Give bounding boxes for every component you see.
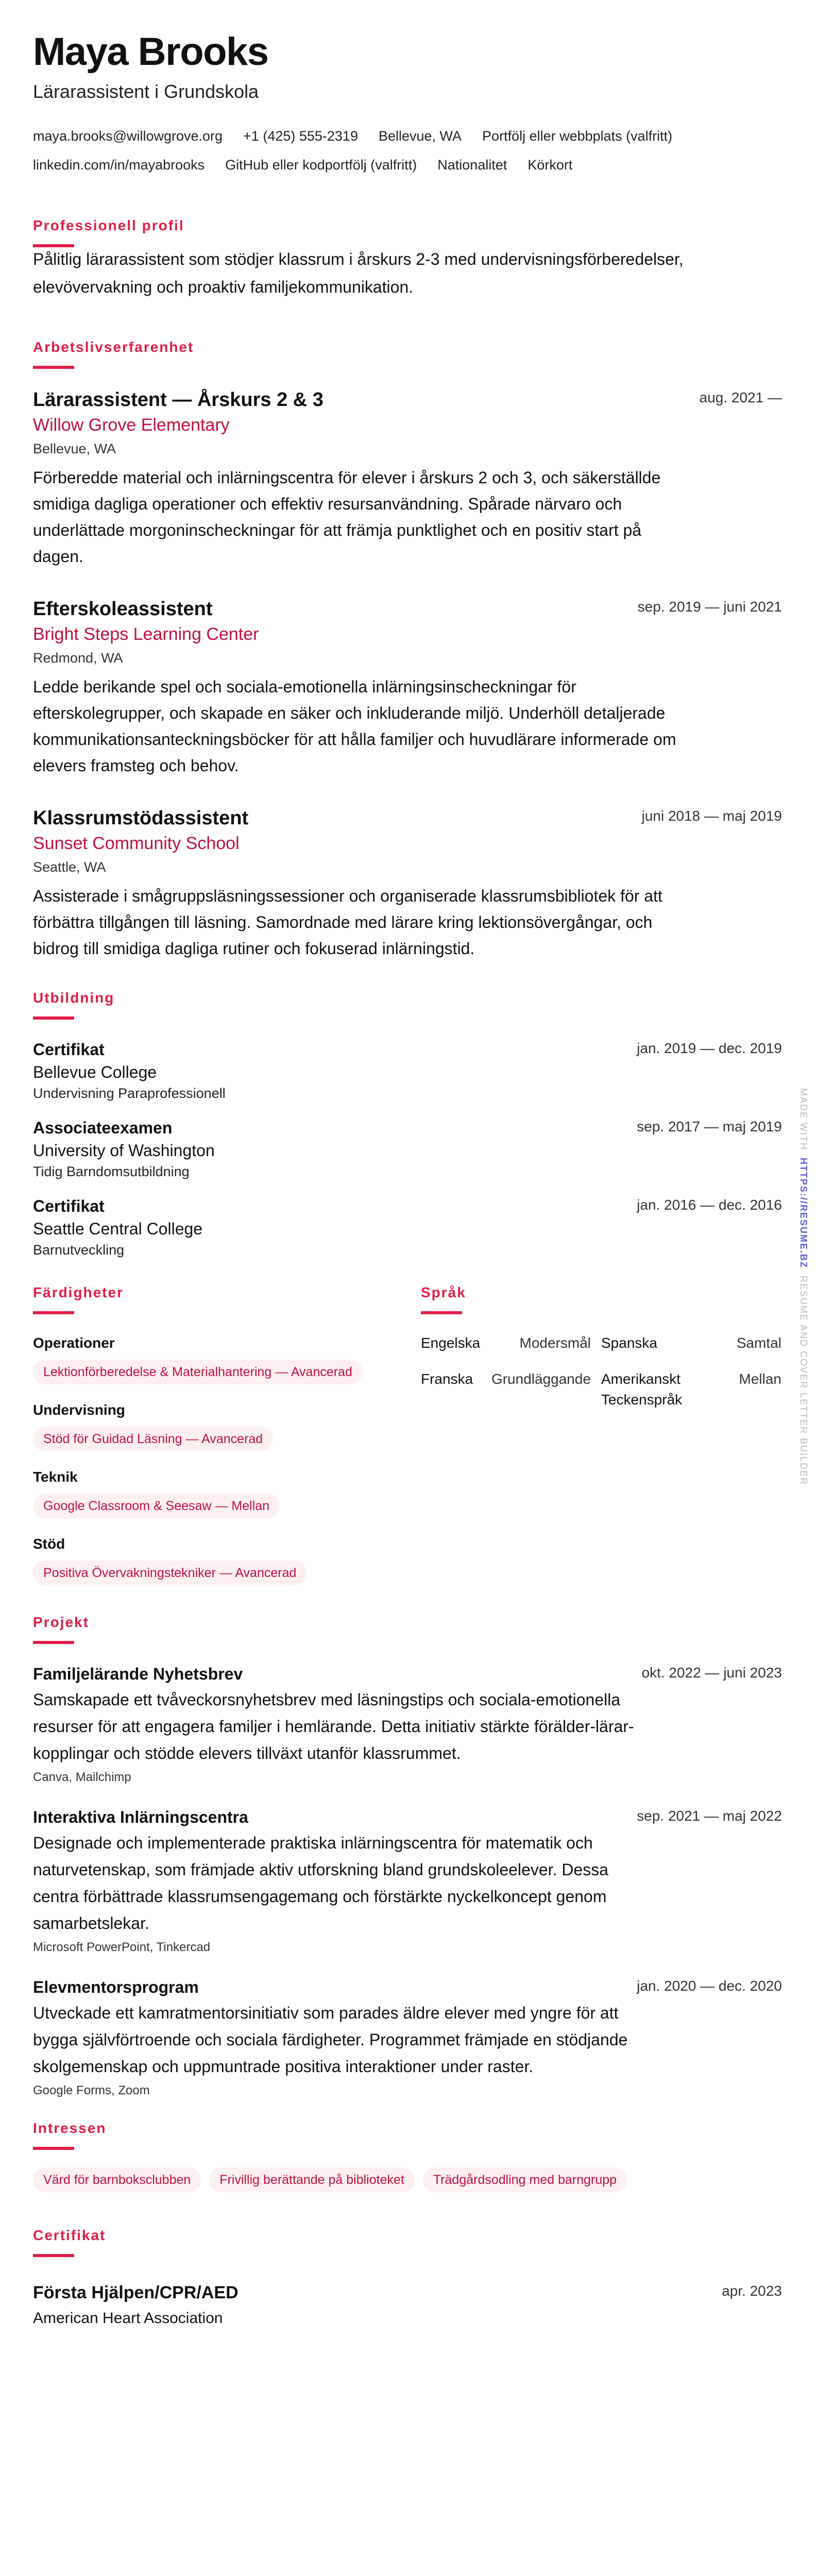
project-header: [33, 1806, 782, 1828]
certificate-issuer: American Heart Association: [33, 2310, 223, 2327]
experience-section: [33, 338, 782, 962]
certificates-list: [33, 2281, 782, 2329]
job-description: Ledde berikande spel och sociala-emotionella inlärningsinscheckningar för efterskolegrupper, och skapade en säker och inkluderande miljö. Underhöll detaljerade kommunikationsanteckningsböcker för att hålla familjer och huvudlärare informerade om elevers framsteg och behov.: [33, 677, 676, 775]
project-entry: [33, 1976, 782, 2100]
education-date: sep. 2017 — maj 2019: [637, 1118, 782, 1134]
job-date: aug. 2021 —: [699, 389, 782, 405]
language-item: [421, 1369, 591, 1410]
field-of-study: Barnutveckling: [33, 1242, 125, 1258]
skill-chip: Stöd för Guidad Läsning — Avancerad: [33, 1427, 273, 1451]
skill-chip-row: [33, 1420, 421, 1467]
project-header: [33, 1663, 782, 1685]
languages-list: [421, 1333, 781, 1410]
education-date: jan. 2016 — dec. 2016: [637, 1197, 782, 1213]
language-item: [601, 1333, 781, 1353]
project-date: jan. 2020 — dec. 2020: [637, 1978, 782, 1994]
school: Seattle Central College: [33, 1219, 203, 1238]
watermark-suffix: RESUME AND COVER LETTER BUILDER: [798, 1276, 809, 1486]
section-underline: [33, 1641, 74, 1644]
skill-chip-row: [33, 1554, 421, 1601]
skills-section: [33, 1283, 421, 1601]
education-entry: [33, 1038, 782, 1103]
skill-chip: Positiva Övervakningstekniker — Avancerad: [33, 1561, 306, 1585]
contact-license: Körkort: [527, 157, 573, 173]
interests-section: [33, 2119, 782, 2208]
skill-category: Teknik: [33, 1469, 78, 1485]
project-description: Utveckade ett kamratmentorsinitiativ som parades äldre elever med yngre för att bygga självförtroende och sociala färdigheter. Programmet främjade en stödjande skolgemenskap och uppmuntrade positiva interaktioner under raster.: [33, 2004, 628, 2076]
section-underline: [33, 2254, 74, 2257]
job-entry: [33, 597, 782, 779]
degree: Associateexamen: [33, 1118, 173, 1137]
skill-chip-row: [33, 1487, 421, 1534]
watermark: [797, 1088, 810, 1485]
project-tech: Google Forms, Zoom: [33, 2083, 150, 2097]
interest-chip: Trädgårdsodling med barngrupp: [423, 2167, 627, 2192]
project-entry: [33, 1806, 782, 1957]
job-date: sep. 2019 — juni 2021: [637, 599, 782, 615]
certificate-header: [33, 2281, 782, 2304]
section-underline: [33, 366, 74, 369]
watermark-prefix: MADE WITH: [798, 1088, 809, 1150]
degree: Certifikat: [33, 1040, 105, 1059]
school: University of Washington: [33, 1141, 215, 1160]
education-list: [33, 1038, 782, 1260]
project-description: Designade och implementerade praktiska inlärningscentra för matematik och naturvetenskap, som främjade aktiv utforskning bland grundskoleelever. Dessa centra förbättrade klassrumsengagemang och förstärkte nyckelkoncept genom samarbetslekar.: [33, 1834, 609, 1933]
field-of-study: Tidig Barndomsutbildning: [33, 1164, 190, 1179]
job-header: [33, 597, 782, 621]
skill-category: Stöd: [33, 1536, 65, 1552]
job-entry: [33, 806, 782, 962]
degree: Certifikat: [33, 1197, 105, 1215]
section-underline: [421, 1311, 462, 1314]
contact-phone[interactable]: +1 (425) 555-2319: [243, 128, 358, 144]
candidate-name: Maya Brooks: [33, 30, 268, 74]
education-section: [33, 989, 782, 1260]
section-heading: Utbildning: [33, 990, 115, 1006]
certificates-section: [33, 2226, 782, 2329]
section-underline: [33, 1311, 74, 1314]
language-level: Grundläggande: [491, 1371, 591, 1387]
job-title: Efterskoleassistent: [33, 598, 213, 620]
experience-list: [33, 387, 782, 962]
language-name: Franska: [421, 1371, 473, 1387]
skill-category: Operationer: [33, 1335, 115, 1351]
education-entry: [33, 1116, 782, 1181]
contact-portfolio[interactable]: Portfölj eller webbplats (valfritt): [482, 128, 673, 144]
certificate-entry: [33, 2281, 782, 2329]
certificate-title: Första Hjälpen/CPR/AED: [33, 2283, 238, 2302]
contact-list: [33, 122, 770, 179]
interest-chip: Värd för barnboksclubben: [33, 2167, 201, 2192]
profile-section: [33, 216, 782, 301]
project-tech: Canva, Mailchimp: [33, 1770, 131, 1784]
job-title: Lärarassistent — Årskurs 2 & 3: [33, 389, 323, 411]
education-date: jan. 2019 — dec. 2019: [637, 1040, 782, 1056]
education-header: [33, 1195, 782, 1217]
skill-chip: Google Classroom & Seesaw — Mellan: [33, 1494, 280, 1518]
skill-chip-row: [33, 1353, 421, 1400]
job-entry: [33, 387, 782, 570]
language-item: [601, 1369, 781, 1410]
project-tech: Microsoft PowerPoint, Tinkercad: [33, 1940, 211, 1954]
contact-email[interactable]: maya.brooks@willowgrove.org: [33, 128, 223, 144]
contact-location: Bellevue, WA: [378, 128, 462, 144]
language-name: Amerikanskt Teckenspråk: [601, 1371, 683, 1408]
profile-text: Pålitlig lärarassistent som stödjer klassrum i årskurs 2-3 med undervisningsförberedelser, elevövervakning och proaktiv familjekommunikation.: [33, 250, 684, 296]
job-location: Bellevue, WA: [33, 441, 116, 456]
skill-category: Undervisning: [33, 1402, 125, 1418]
language-level: Mellan: [739, 1371, 781, 1387]
project-title: Interaktiva Inlärningscentra: [33, 1808, 248, 1826]
skill-chip: Lektionförberedelse & Materialhantering — Avancerad: [33, 1360, 363, 1384]
project-title: Elevmentorsprogram: [33, 1978, 199, 1996]
job-description: Assisterade i smågruppsläsningssessioner och organiserade klassrumsbibliotek för att förbättra tillgången till läsning. Samordnade med lärare kring lektionsövergångar, och bidrog till smidiga dagliga rutiner och fokuserad inlärningstid.: [33, 887, 662, 958]
job-header: [33, 806, 782, 831]
candidate-title: Lärarassistent i Grundskola: [33, 81, 259, 102]
language-level: Samtal: [736, 1335, 781, 1351]
language-name: Spanska: [601, 1335, 657, 1351]
job-date: juni 2018 — maj 2019: [641, 808, 782, 824]
education-header: [33, 1038, 782, 1061]
section-heading: Färdigheter: [33, 1284, 124, 1300]
project-entry: [33, 1663, 782, 1787]
project-description: Samskapade ett tvåveckorsnyhetsbrev med läsningstips och sociala-emotionella resurser för att engagera familjer i hemlärande. Detta initiativ stärkte förälder-lärar-kopplingar och stödde elevers tillväxt utanför klassrummet.: [33, 1690, 634, 1762]
section-underline: [33, 2147, 74, 2150]
contact-nationality: Nationalitet: [437, 157, 507, 173]
job-header: [33, 387, 782, 412]
interest-chip: Frivillig berättande på biblioteket: [209, 2167, 415, 2192]
skills-languages-row: [33, 1283, 782, 1601]
company-name: Willow Grove Elementary: [33, 415, 230, 435]
education-header: [33, 1116, 782, 1139]
project-date: sep. 2021 — maj 2022: [637, 1808, 782, 1824]
language-name: Engelska: [421, 1335, 481, 1351]
section-heading: Certifikat: [33, 2227, 106, 2243]
section-heading: Arbetslivserfarenhet: [33, 339, 194, 355]
company-name: Bright Steps Learning Center: [33, 624, 259, 644]
job-location: Redmond, WA: [33, 650, 123, 666]
language-level: Modersmål: [519, 1335, 591, 1351]
watermark-link[interactable]: HTTPS://RESUME.BZ: [798, 1158, 809, 1269]
job-title: Klassrumstödassistent: [33, 807, 249, 829]
contact-github[interactable]: GitHub eller kodportfölj (valfritt): [225, 157, 417, 173]
language-item: [421, 1333, 591, 1353]
school: Bellevue College: [33, 1063, 157, 1081]
certificate-date: apr. 2023: [722, 2283, 782, 2299]
contact-linkedin[interactable]: linkedin.com/in/mayabrooks: [33, 157, 205, 173]
project-title: Familjelärande Nyhetsbrev: [33, 1665, 243, 1683]
section-heading: Språk: [421, 1284, 466, 1300]
skills-list: [33, 1333, 421, 1601]
section-heading: Intressen: [33, 2120, 107, 2136]
job-description: Förberedde material och inlärningscentra för elever i årskurs 2 och 3, och säkerställde smidiga dagliga operationer och effektiv resursanvändning. Spårade närvaro och underlättade morgoninscheckningar för att främja punktlighet och en positiv start på dagen.: [33, 468, 661, 566]
project-date: okt. 2022 — juni 2023: [641, 1665, 782, 1681]
projects-section: [33, 1613, 782, 2100]
education-entry: [33, 1195, 782, 1260]
interests-list: [33, 2161, 782, 2208]
field-of-study: Undervisning Paraprofessionell: [33, 1086, 226, 1101]
projects-list: [33, 1663, 782, 2100]
project-header: [33, 1976, 782, 1998]
job-location: Seattle, WA: [33, 859, 106, 875]
resume: [33, 0, 782, 2350]
section-underline: [33, 1016, 74, 1020]
languages-section: [421, 1283, 781, 1601]
company-name: Sunset Community School: [33, 834, 240, 853]
section-heading: Projekt: [33, 1614, 89, 1630]
section-heading: Professionell profil: [33, 217, 184, 233]
